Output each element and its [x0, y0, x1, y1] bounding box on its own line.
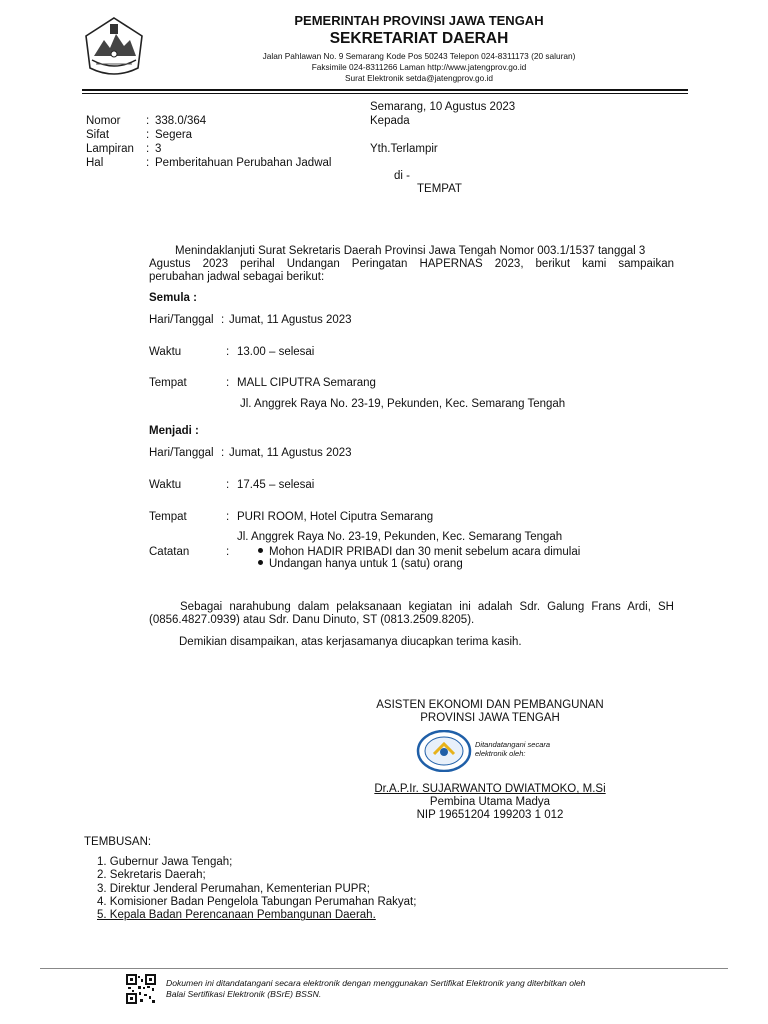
- semula-alamat: Jl. Anggrek Raya No. 23-19, Pekunden, Kec. Semarang Tengah: [240, 398, 566, 410]
- signer-title-1: ASISTEN EKONOMI DAN PEMBANGUNAN: [376, 699, 604, 711]
- qr-code-icon: [126, 974, 156, 1004]
- field-value-sifat: Segera: [155, 129, 193, 141]
- field-colon: :: [146, 143, 150, 155]
- semula-hari-label: Hari/Tanggal: [149, 314, 214, 326]
- field-label-hal: Hal: [86, 157, 104, 169]
- signer-name: Dr.A.P.Ir. SUJARWANTO DWIATMOKO, M.Si: [374, 783, 606, 795]
- field-value-hal: Pemberitahuan Perubahan Jadwal: [155, 157, 332, 169]
- field-value-lampiran: 3: [155, 143, 162, 155]
- letterhead-unit: SEKRETARIAT DAERAH: [329, 30, 509, 47]
- bullet-icon: [258, 548, 263, 553]
- field-colon: :: [146, 115, 150, 127]
- intro-line-1: Menindaklanjuti Surat Sekretaris Daerah Provinsi Jawa Tengah Nomor 003.1/1537 tanggal 3: [175, 245, 646, 257]
- catatan-item: [258, 558, 463, 570]
- field-colon: :: [146, 157, 150, 169]
- esign-caption: [475, 740, 550, 758]
- di-label: di -: [394, 170, 410, 182]
- semula-waktu-value: 13.00 – selesai: [237, 346, 315, 358]
- menjadi-alamat: Jl. Anggrek Raya No. 23-19, Pekunden, Kec. Semarang Tengah: [237, 531, 563, 543]
- tembusan-heading: TEMBUSAN:: [84, 836, 152, 848]
- colon: :: [226, 346, 230, 358]
- menjadi-waktu-value: 17.45 – selesai: [237, 479, 315, 491]
- contact-line-1: Sebagai narahubung dalam pelaksanaan kegiatan ini adalah Sdr. Galung Frans Ardi, SH: [180, 601, 674, 613]
- field-label-sifat: Sifat: [86, 129, 110, 141]
- letterhead-org: PEMERINTAH PROVINSI JAWA TENGAH: [294, 13, 544, 28]
- tembusan-item: 5. Kepala Badan Perencanaan Pembangunan Daerah.: [97, 909, 376, 922]
- field-value-nomor: 338.0/364: [155, 115, 207, 127]
- to-label: Kepada: [370, 115, 410, 127]
- tembusan-item: 3. Direktur Jenderal Perumahan, Kementerian PUPR;: [97, 882, 370, 895]
- letterhead-divider-thin: [82, 93, 688, 94]
- signer-title-2: PROVINSI JAWA TENGAH: [420, 712, 560, 724]
- field-colon: :: [146, 129, 150, 141]
- menjadi-waktu-label: Waktu: [149, 479, 182, 491]
- colon: :: [226, 546, 230, 558]
- colon: :: [221, 447, 225, 459]
- catatan-label: Catatan: [149, 546, 190, 558]
- tembusan-item: 2. Sekretaris Daerah;: [97, 869, 206, 882]
- colon: :: [226, 479, 230, 491]
- semula-tempat-label: Tempat: [149, 377, 187, 389]
- letterhead-email: Surat Elektronik setda@jatengprov.go.id: [344, 73, 493, 83]
- colon: :: [221, 314, 225, 326]
- colon: :: [226, 377, 230, 389]
- footer-note: [166, 978, 585, 1000]
- colon: :: [226, 511, 230, 523]
- place-date: Semarang, 10 Agustus 2023: [370, 101, 516, 113]
- letterhead-fax: Faksimile 024-8311266 Laman http://www.jatengprov.go.id: [311, 62, 527, 72]
- catatan-item: [258, 546, 580, 558]
- field-label-lampiran: Lampiran: [86, 143, 134, 155]
- bullet-icon: [258, 560, 263, 565]
- semula-waktu-label: Waktu: [149, 346, 182, 358]
- letterhead-divider: [82, 89, 688, 91]
- tembusan-list: [97, 856, 416, 922]
- recipient: Yth.Terlampir: [370, 143, 438, 155]
- semula-hari-value: Jumat, 11 Agustus 2023: [229, 314, 352, 326]
- signer-rank: Pembina Utama Madya: [429, 796, 551, 808]
- footer-line-1: Dokumen ini ditandatangani secara elektronik dengan menggunakan Sertifikat Elektronik yang diterbitkan oleh: [166, 978, 586, 988]
- intro-line-3: perubahan jadwal sebagai berikut:: [149, 271, 325, 283]
- tembusan-item: 1. Gubernur Jawa Tengah;: [97, 856, 233, 868]
- menjadi-hari-value: Jumat, 11 Agustus 2023: [229, 447, 352, 459]
- esign-line-2: elektronik oleh:: [475, 749, 526, 758]
- semula-heading: Semula :: [149, 292, 197, 304]
- menjadi-tempat-label: Tempat: [149, 511, 187, 523]
- signer-nip: NIP 19651204 199203 1 012: [416, 809, 564, 821]
- letterhead-address: Jalan Pahlawan No. 9 Semarang Kode Pos 50243 Telepon 024-8311173 (20 saluran): [262, 51, 576, 61]
- menjadi-hari-label: Hari/Tanggal: [149, 447, 214, 459]
- tembusan-item: 4. Komisioner Badan Pengelola Tabungan Perumahan Rakyat;: [97, 895, 417, 908]
- menjadi-heading: Menjadi :: [149, 425, 199, 437]
- footer-divider: [40, 968, 728, 969]
- menjadi-tempat-value: PURI ROOM, Hotel Ciputra Semarang: [237, 511, 434, 523]
- semula-tempat-value: MALL CIPUTRA Semarang: [237, 377, 376, 389]
- intro-line-2: Agustus 2023 perihal Undangan Peringatan HAPERNAS 2023, berikut kami sampaikan: [149, 258, 674, 270]
- bsre-seal-icon: [416, 730, 472, 772]
- catatan-item-text: Undangan hanya untuk 1 (satu) orang: [269, 558, 463, 570]
- esign-line-1: Ditandatangani secara: [475, 740, 551, 749]
- tempat-label: TEMPAT: [417, 183, 462, 195]
- field-label-nomor: Nomor: [86, 115, 121, 127]
- footer-line-2: Balai Sertifikasi Elektronik (BSrE) BSSN.: [166, 989, 322, 999]
- closing-text: Demikian disampaikan, atas kerjasamanya diucapkan terima kasih.: [179, 636, 522, 648]
- catatan-item-text: Mohon HADIR PRIBADI dan 30 menit sebelum acara dimulai: [269, 546, 581, 558]
- contact-line-2: (0856.4827.0939) atau Sdr. Danu Dinuto, ST (0813.2509.8205).: [149, 614, 475, 626]
